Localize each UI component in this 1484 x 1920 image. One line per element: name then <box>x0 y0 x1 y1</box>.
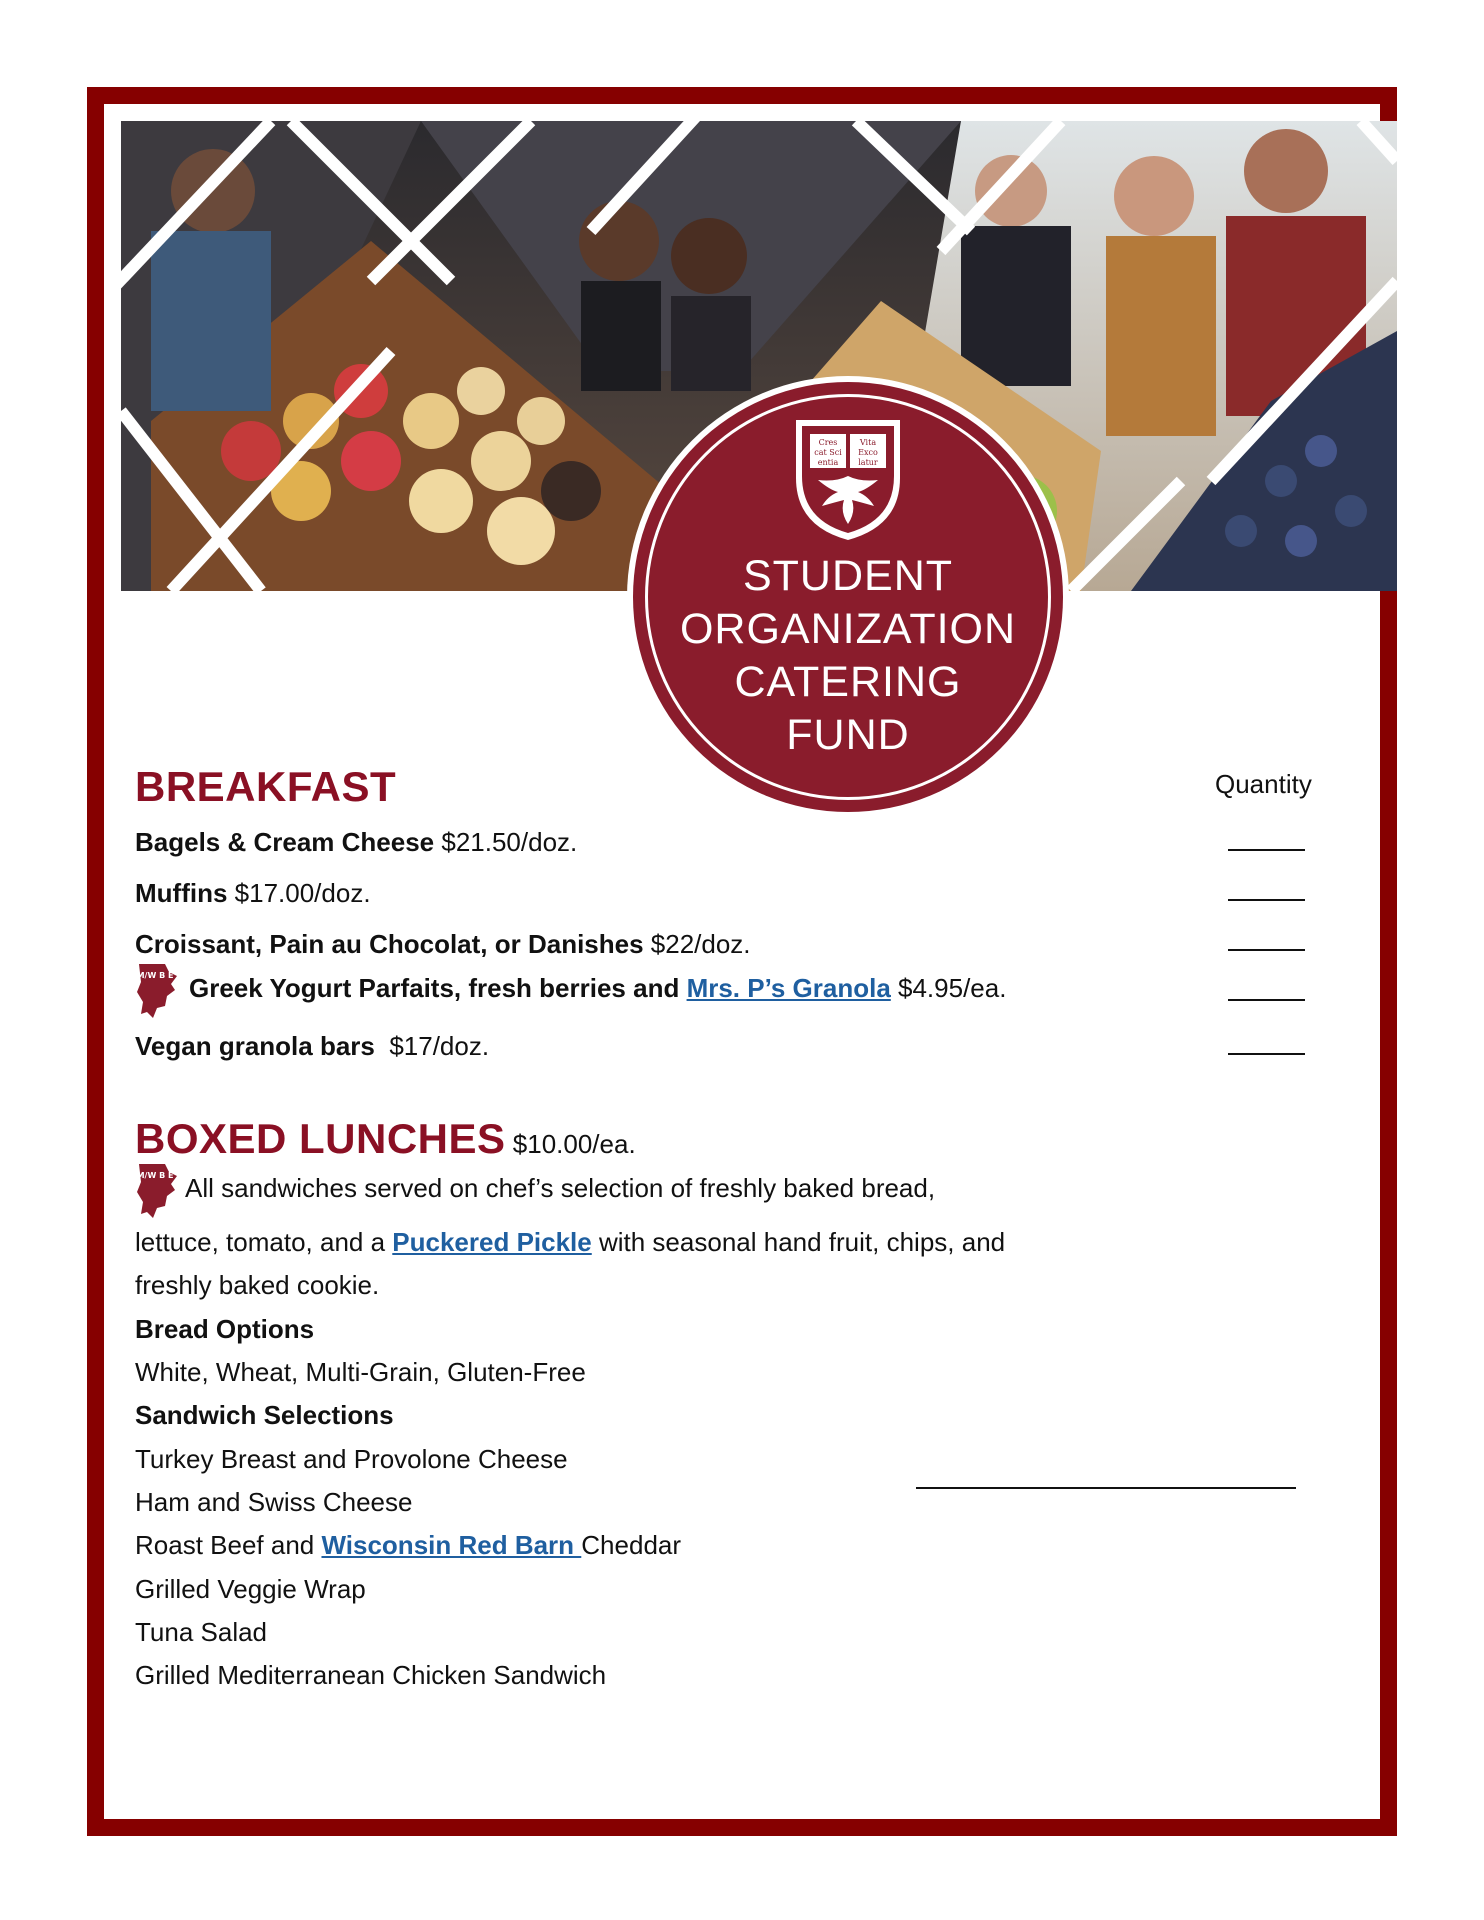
lunch-description-line1: M/W B E All sandwiches served on chef’s selection of freshly baked bread, <box>135 1162 935 1218</box>
item-name: Bagels & Cream Cheese <box>135 827 435 857</box>
menu-item-muffins <box>135 878 371 909</box>
item-price: $4.95/ea. <box>890 972 1007 1003</box>
mwbe-badge-icon <box>135 962 179 1018</box>
item-price: $17.00/doz. <box>227 878 371 908</box>
lunch-description-line2: lettuce, tomato, and a Puckered Pickle with seasonal hand fruit, chips, and <box>135 1227 1006 1257</box>
boxed-lunch-quantity-blank[interactable] <box>916 1487 1296 1489</box>
sandwich-selections-heading: Sandwich Selections <box>135 1400 394 1430</box>
sandwich-item: Tuna Salad <box>135 1617 268 1647</box>
breakfast-heading: BREAKFAST <box>135 763 397 810</box>
svg-text:cat Sci: cat Sci <box>814 448 842 457</box>
sandwich-item: Roast Beef and Wisconsin Red Barn Cheddar <box>135 1530 682 1560</box>
quantity-blank-muffins[interactable] <box>1228 899 1305 901</box>
item-name: Croissant, Pain au Chocolat, or Danishes <box>135 929 644 959</box>
menu-item-bagels <box>135 827 577 858</box>
item-name: Muffins <box>135 878 228 908</box>
catering-fund-seal <box>633 382 1063 812</box>
sandwich-item: Grilled Veggie Wrap <box>135 1574 366 1604</box>
sandwich-item: Ham and Swiss Cheese <box>135 1487 413 1517</box>
wisconsin-red-barn-link[interactable]: Wisconsin Red Barn <box>321 1530 582 1560</box>
quantity-label: Quantity <box>1215 769 1312 799</box>
bread-options-heading: Bread Options <box>135 1314 315 1344</box>
lunch-description-line3: freshly baked cookie. <box>135 1270 380 1300</box>
item-name: Greek Yogurt Parfaits, fresh berries and <box>189 972 687 1003</box>
quantity-blank-parfaits[interactable] <box>1228 999 1305 1001</box>
svg-text:M/W B E: M/W B E <box>136 1171 174 1180</box>
university-crest-icon <box>788 416 908 544</box>
svg-text:entia: entia <box>817 458 839 467</box>
quantity-blank-granola-bars[interactable] <box>1228 1053 1305 1055</box>
sandwich-item: Turkey Breast and Provolone Cheese <box>135 1444 568 1474</box>
sandwich-item: Grilled Mediterranean Chicken Sandwich <box>135 1660 607 1690</box>
bread-options-list: White, Wheat, Multi-Grain, Gluten-Free <box>135 1357 586 1387</box>
menu-item-parfaits <box>135 962 1006 1018</box>
item-price: $22/doz. <box>643 929 751 959</box>
mwbe-badge-icon <box>135 1162 179 1218</box>
item-price: $21.50/doz. <box>434 827 578 857</box>
item-name: Vegan granola bars <box>135 1031 375 1061</box>
puckered-pickle-link[interactable]: Puckered Pickle <box>392 1227 592 1257</box>
mrs-ps-granola-link[interactable]: Mrs. P’s Granola <box>686 972 891 1003</box>
svg-text:M/W B E: M/W B E <box>136 971 174 980</box>
svg-text:latur: latur <box>858 458 878 467</box>
menu-item-croissant <box>135 929 751 960</box>
menu-item-granola-bars <box>135 1031 489 1062</box>
seal-title: STUDENT ORGANIZATION CATERING FUND <box>679 552 1017 759</box>
svg-text:Vita: Vita <box>859 438 877 447</box>
item-price: $17/doz. <box>374 1031 490 1061</box>
boxed-lunches-price: $10.00/ea. <box>505 1129 636 1159</box>
quantity-blank-bagels[interactable] <box>1228 849 1305 851</box>
svg-text:Exco: Exco <box>858 448 878 457</box>
svg-text:Cres: Cres <box>818 438 838 447</box>
quantity-blank-croissant[interactable] <box>1228 949 1305 951</box>
boxed-lunches-heading: BOXED LUNCHES $10.00/ea. <box>135 1115 636 1162</box>
